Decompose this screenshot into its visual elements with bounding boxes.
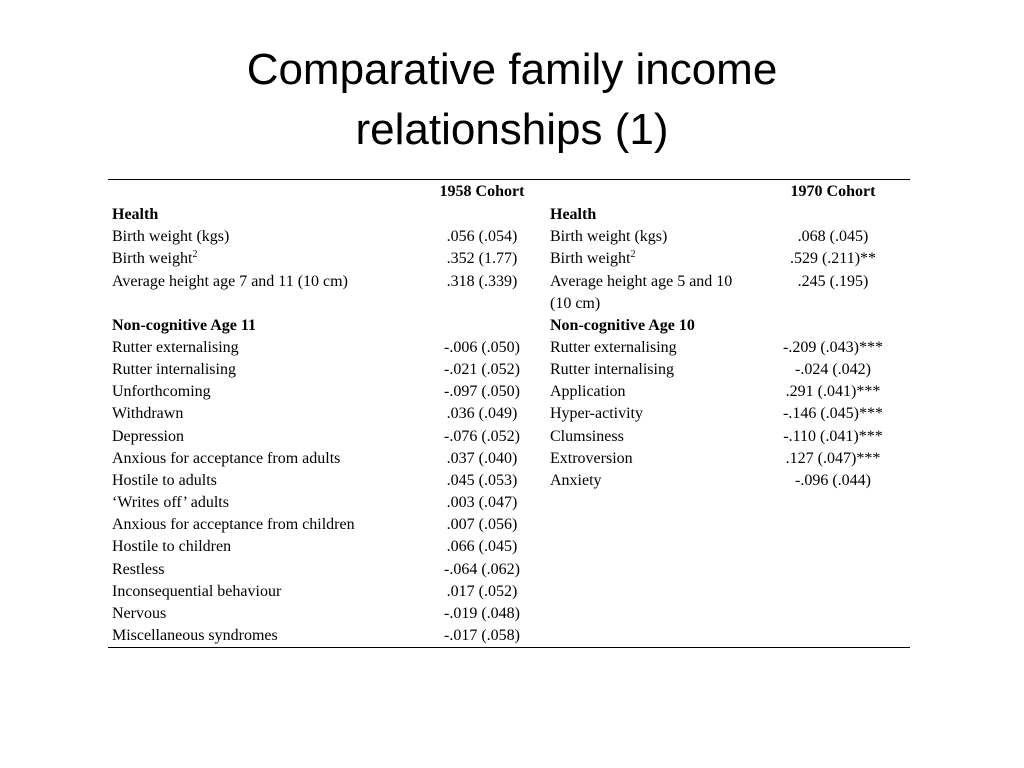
- cohort-1970-label: [546, 536, 756, 558]
- cohort-1958-value: .352 (1.77): [446, 250, 518, 268]
- cohort-1958-label: [108, 403, 418, 425]
- slide-title-line-1: Comparative family income: [246, 45, 778, 94]
- cohort-1970-label: [546, 581, 756, 603]
- cohort-1958-value: -.006 (.050): [444, 338, 520, 356]
- cohort-1970-value: [756, 492, 910, 514]
- row-label-text: Inconsequential behaviour: [112, 582, 282, 600]
- cohort-1958-label: [108, 492, 418, 514]
- cohort-1970-value: -.024 (.042): [795, 360, 871, 378]
- header-1958-cohort: 1958 Cohort: [439, 183, 525, 200]
- table-row: [108, 337, 910, 359]
- cohort-1970-label: [546, 603, 756, 625]
- table-header-row: [108, 180, 910, 205]
- row-label-text: Birth weight: [112, 250, 193, 268]
- cohort-1970-label: [546, 625, 756, 648]
- row-label-text: Birth weight: [550, 250, 631, 268]
- row-label-text: Average height age 5 and 10 (10 cm): [550, 272, 733, 312]
- row-label-text: Hostile to children: [112, 538, 232, 556]
- cohort-1970-value: [756, 625, 910, 648]
- table-row: [108, 470, 910, 492]
- table-row: [108, 381, 910, 403]
- table-row: [108, 226, 910, 248]
- cohort-1970-label: [546, 403, 756, 425]
- table-row: [108, 248, 910, 270]
- row-label-text: Rutter internalising: [550, 360, 674, 378]
- cohort-1970-value: .068 (.045): [797, 228, 869, 246]
- cohort-1970-label: [546, 381, 756, 403]
- cohort-1970-value: .529 (.211)**: [789, 250, 877, 268]
- row-label-text: Health: [112, 206, 159, 223]
- cohort-1970-value: -.110 (.041)***: [783, 427, 883, 445]
- cohort-1970-label: [546, 315, 756, 337]
- superscript: 2: [630, 249, 636, 261]
- row-label-text: Non-cognitive Age 11: [112, 316, 256, 334]
- cohort-1958-label: [108, 248, 418, 270]
- cohort-1970-value: -.209 (.043)***: [783, 338, 883, 356]
- cohort-1970-label: [546, 359, 756, 381]
- header-empty-right: [546, 180, 756, 205]
- cohort-1958-value: -.076 (.052): [444, 427, 520, 445]
- cohort-1958-label: [108, 603, 418, 625]
- comparison-table: [108, 179, 910, 648]
- cohort-1958-label: [108, 381, 418, 403]
- cohort-1958-value: -.064 (.062): [444, 560, 520, 578]
- cohort-1970-label: [546, 514, 756, 536]
- cohort-1970-value: [756, 204, 910, 226]
- row-label-text: Extroversion: [550, 449, 633, 467]
- row-label-text: ‘Writes off’ adults: [112, 494, 229, 512]
- comparison-table-container: [108, 179, 910, 648]
- slide-title: [0, 40, 1024, 160]
- table-row: [108, 581, 910, 603]
- cohort-1958-value: .003 (.047): [446, 494, 518, 512]
- cohort-1958-label: [108, 470, 418, 492]
- cohort-1958-value: .318 (.339): [446, 272, 518, 290]
- cohort-1958-label: [108, 514, 418, 536]
- cohort-1958-value: .056 (.054): [446, 228, 518, 246]
- row-label-text: Birth weight (kgs): [112, 228, 230, 246]
- cohort-1970-label: [546, 492, 756, 514]
- cohort-1970-value: -.146 (.045)***: [783, 405, 883, 423]
- cohort-1958-value: .066 (.045): [446, 538, 518, 556]
- table-row: [108, 204, 910, 226]
- slide-title-line-2: relationships (1): [355, 105, 669, 154]
- header-1970-cohort: 1970 Cohort: [790, 183, 876, 200]
- cohort-1970-label: [546, 271, 756, 315]
- table-row: [108, 603, 910, 625]
- header-empty-left: [108, 180, 418, 205]
- table-row: [108, 403, 910, 425]
- table-row: [108, 536, 910, 558]
- row-label-text: Anxious for acceptance from adults: [112, 449, 341, 467]
- cohort-1958-label: [108, 448, 418, 470]
- table-row: [108, 559, 910, 581]
- table-row: [108, 426, 910, 448]
- cohort-1970-value: [756, 581, 910, 603]
- cohort-1970-label: [546, 337, 756, 359]
- row-label-text: Depression: [112, 427, 184, 445]
- cohort-1958-value: -.019 (.048): [444, 605, 520, 622]
- cohort-1970-value: [756, 603, 910, 625]
- cohort-1970-value: .291 (.041)***: [785, 383, 881, 401]
- cohort-1970-value: [756, 514, 910, 536]
- cohort-1970-label: [546, 226, 756, 248]
- row-label-text: Withdrawn: [112, 405, 184, 423]
- row-label-text: Anxiety: [550, 471, 602, 489]
- cohort-1970-label: [546, 470, 756, 492]
- cohort-1958-value: .036 (.049): [446, 405, 518, 423]
- table-body: [108, 204, 910, 648]
- cohort-1958-value: -.017 (.058): [444, 627, 520, 645]
- table-row: [108, 448, 910, 470]
- cohort-1958-value: .007 (.056): [446, 516, 518, 534]
- row-label-text: Non-cognitive Age 10: [550, 316, 695, 334]
- cohort-1958-value: .037 (.040): [446, 449, 518, 467]
- row-label-text: Hyper-activity: [550, 405, 643, 423]
- cohort-1958-label: [108, 271, 418, 315]
- cohort-1970-value: [756, 315, 910, 337]
- cohort-1970-value: [756, 536, 910, 558]
- cohort-1970-value: .127 (.047)***: [785, 449, 881, 467]
- row-label-text: Application: [550, 383, 626, 401]
- cohort-1970-value: -.096 (.044): [795, 471, 871, 489]
- cohort-1958-label: [108, 204, 418, 226]
- cohort-1958-label: [108, 226, 418, 248]
- cohort-1970-value: .245 (.195): [797, 272, 869, 290]
- row-label-text: Nervous: [112, 605, 167, 622]
- table-row: [108, 315, 910, 337]
- table-row: [108, 625, 910, 648]
- row-label-text: Average height age 7 and 11 (10 cm): [112, 272, 348, 290]
- cohort-1958-value: .017 (.052): [446, 582, 518, 600]
- superscript: 2: [192, 249, 198, 261]
- cohort-1958-label: [108, 559, 418, 581]
- row-label-text: Health: [550, 206, 597, 223]
- cohort-1970-label: [546, 448, 756, 470]
- cohort-1970-label: [546, 559, 756, 581]
- cohort-1958-label: [108, 337, 418, 359]
- cohort-1958-label: [108, 581, 418, 603]
- row-label-text: Restless: [112, 560, 165, 578]
- cohort-1958-value: -.021 (.052): [444, 360, 520, 378]
- cohort-1970-label: [546, 248, 756, 270]
- cohort-1958-label: [108, 625, 418, 648]
- cohort-1970-label: [546, 426, 756, 448]
- row-label-text: Unforthcoming: [112, 383, 211, 401]
- table-row: [108, 271, 910, 315]
- cohort-1958-label: [108, 536, 418, 558]
- cohort-1958-value: [418, 204, 546, 226]
- cohort-1958-label: [108, 359, 418, 381]
- cohort-1958-value: -.097 (.050): [444, 383, 520, 401]
- table-row: [108, 492, 910, 514]
- table-row: [108, 514, 910, 536]
- table-row: [108, 359, 910, 381]
- row-label-text: Anxious for acceptance from children: [112, 516, 355, 534]
- cohort-1958-label: [108, 315, 418, 337]
- row-label-text: Clumsiness: [550, 427, 624, 445]
- row-label-text: Miscellaneous syndromes: [112, 627, 278, 645]
- row-label-text: Rutter externalising: [112, 338, 239, 356]
- cohort-1970-value: [756, 559, 910, 581]
- cohort-1958-label: [108, 426, 418, 448]
- row-label-text: Birth weight (kgs): [550, 228, 668, 246]
- row-label-text: Rutter externalising: [550, 338, 677, 356]
- row-label-text: Rutter internalising: [112, 360, 236, 378]
- cohort-1958-value: .045 (.053): [446, 471, 518, 489]
- row-label-text: Hostile to adults: [112, 471, 217, 489]
- cohort-1970-label: [546, 204, 756, 226]
- cohort-1958-value: [418, 315, 546, 337]
